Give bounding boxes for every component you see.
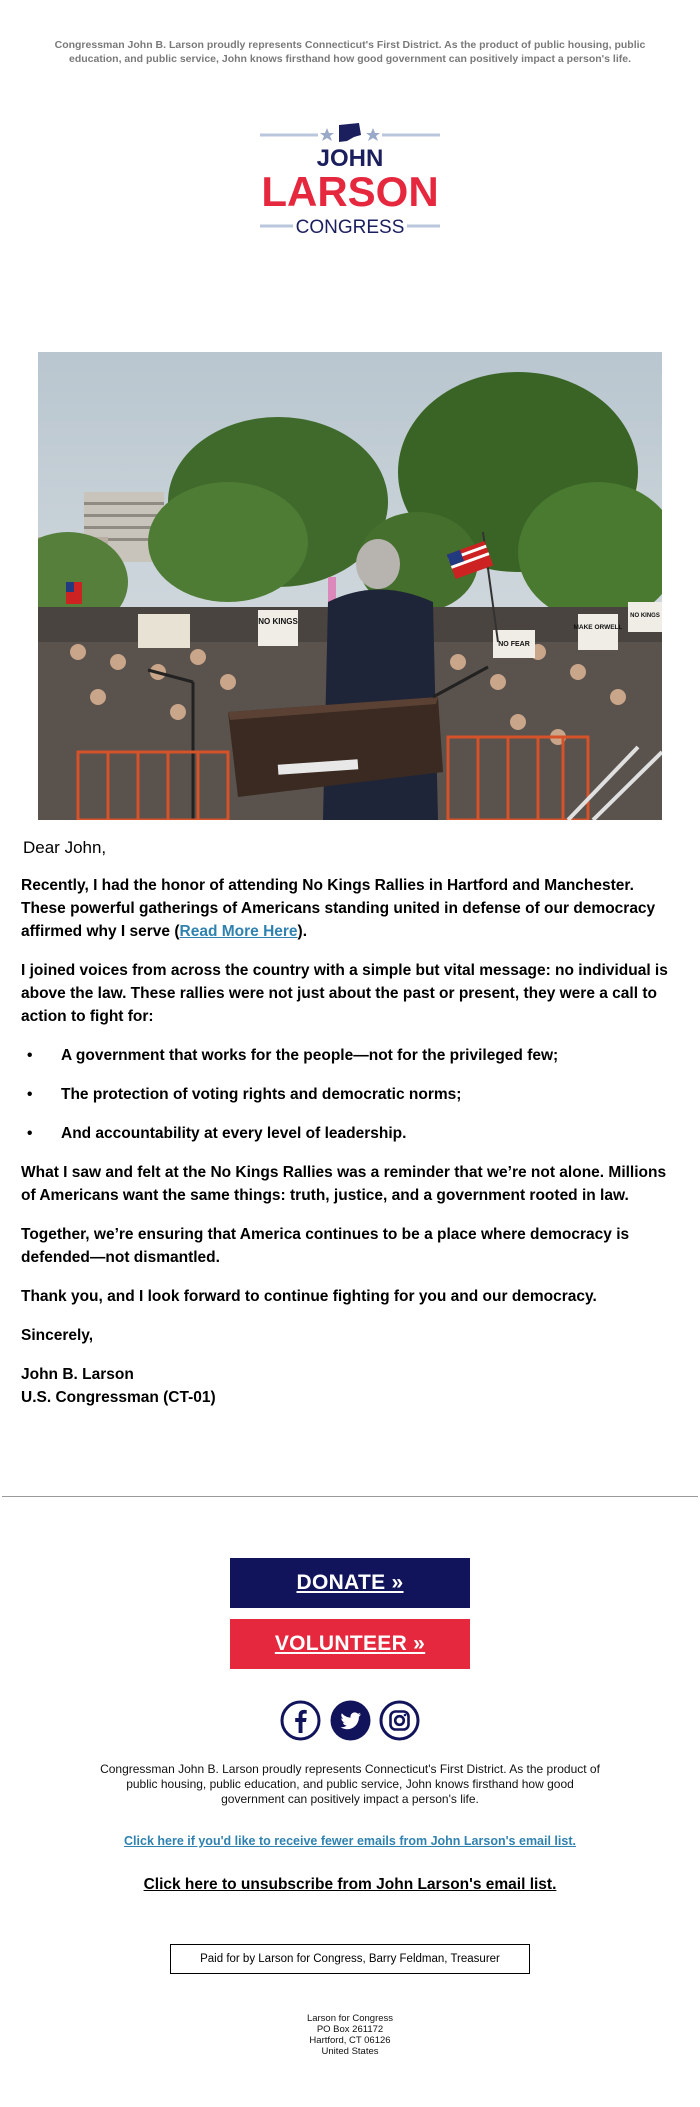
list-item: • A government that works for the people—not for the privileged few;	[21, 1044, 681, 1067]
divider	[2, 1496, 698, 1497]
star-icon	[366, 128, 380, 141]
priority-list	[21, 1044, 681, 1145]
rally-scene	[38, 352, 662, 820]
bullet-icon: •	[27, 1125, 33, 1142]
list-item: • And accountability at every level of leadership.	[21, 1122, 681, 1145]
footer-description: Congressman John B. Larson proudly represents Connecticut's First District. As the product of public housing, public education, and public service, John knows firsthand how good government can positively impact a person's life.	[100, 1762, 600, 1806]
read-more-link[interactable]: Read More Here	[179, 923, 298, 940]
svg-text:LARSON: LARSON	[261, 168, 439, 215]
donate-button[interactable]: DONATE »	[230, 1558, 470, 1608]
paragraph-4: Together, we’re ensuring that America continues to be a place where democracy is defended—not dismantled.	[21, 1226, 630, 1266]
letter-body	[21, 838, 681, 1425]
paragraph-2: I joined voices from across the country with a simple but vital message: no individual is above the law. These rallies were not just about the past or present, they were a call to action to fight for:	[21, 962, 668, 1025]
mailing-address	[200, 2013, 500, 2057]
signature-title: U.S. Congressman (CT-01)	[21, 1389, 216, 1406]
connecticut-icon	[339, 123, 361, 142]
svg-text:NO FEAR: NO FEAR	[498, 641, 530, 648]
facebook-icon[interactable]	[280, 1700, 321, 1741]
social-links	[280, 1700, 420, 1742]
svg-text:MAKE ORWELL: MAKE ORWELL	[573, 624, 623, 631]
svg-text:NO KINGS: NO KINGS	[630, 613, 660, 619]
unsubscribe-link[interactable]: Click here to unsubscribe from John Larson's email list.	[143, 1876, 557, 1893]
address-line: PO Box 261172	[316, 2024, 384, 2035]
svg-text:JOHN: JOHN	[316, 145, 384, 172]
greeting: Dear John,	[23, 838, 107, 857]
signature	[21, 1363, 681, 1409]
campaign-logo[interactable]	[255, 118, 445, 243]
twitter-icon[interactable]	[330, 1700, 371, 1741]
svg-text:CONGRESS: CONGRESS	[295, 217, 405, 238]
signature-name: John B. Larson	[21, 1366, 134, 1383]
list-item: • The protection of voting rights and democratic norms;	[21, 1083, 681, 1106]
paid-for-box: Paid for by Larson for Congress, Barry Feldman, Treasurer	[170, 1944, 530, 1974]
address-line: United States	[321, 2046, 379, 2057]
rally-photo	[38, 352, 662, 820]
paragraph-5: Thank you, and I look forward to continue fighting for you and our democracy.	[21, 1288, 597, 1305]
paragraph-3: What I saw and felt at the No Kings Rallies was a reminder that we’re not alone. Millions of Americans want the same things: truth, justice, and a government rooted in law.	[21, 1164, 667, 1204]
fewer-emails-link[interactable]: Click here if you'd like to receive fewer emails from John Larson's email list.	[124, 1834, 576, 1848]
bullet-icon: •	[27, 1047, 33, 1064]
preheader-text: Congressman John B. Larson proudly represents Connecticut's First District. As the product of public housing, public education, and public service, John knows firsthand how good government can positively impact a person's life.	[54, 39, 646, 65]
paragraph-1: Recently, I had the honor of attending No Kings Rallies in Hartford and Manchester. These powerful gatherings of Americans standing united in defense of our democracy affirmed why I serve (Read More Here).	[21, 877, 656, 940]
star-icon	[320, 128, 334, 141]
address-line: Hartford, CT 06126	[309, 2035, 391, 2046]
closing: Sincerely,	[21, 1327, 94, 1344]
volunteer-button[interactable]: VOLUNTEER »	[230, 1619, 470, 1669]
instagram-icon[interactable]	[379, 1700, 420, 1741]
svg-text:NO KINGS: NO KINGS	[258, 617, 298, 626]
address-line: Larson for Congress	[306, 2013, 394, 2024]
bullet-icon: •	[27, 1086, 33, 1103]
logo-graphic	[255, 118, 445, 243]
